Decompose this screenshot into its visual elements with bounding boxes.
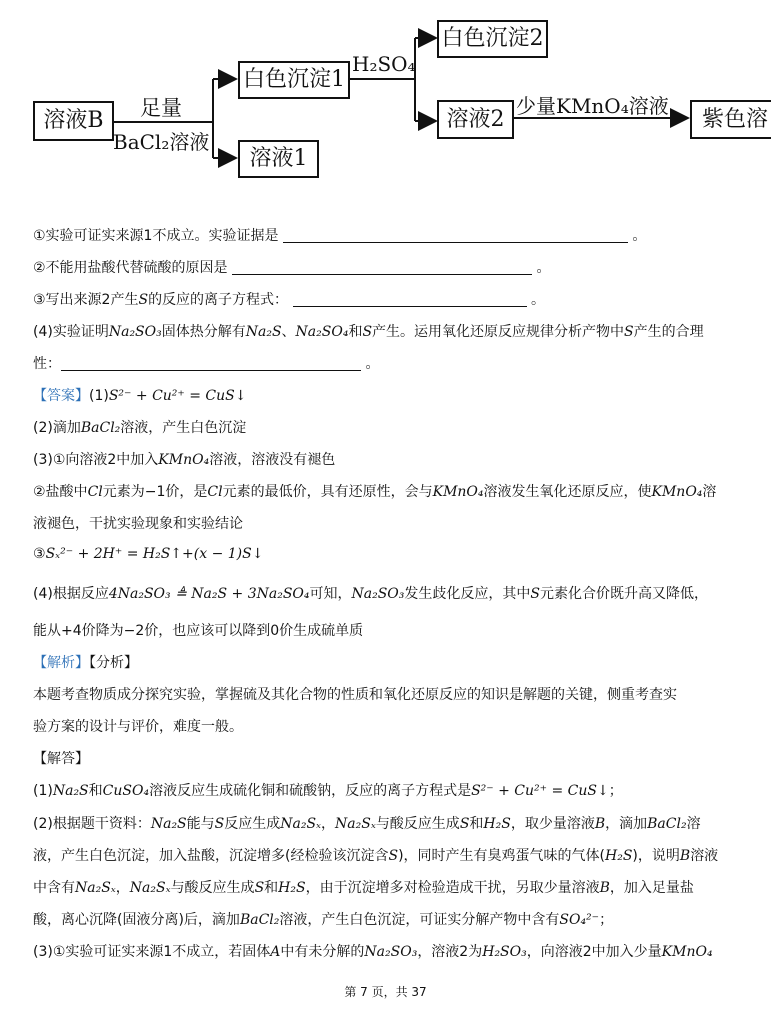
kmno4-label: 少量KMnO₄溶液 — [516, 94, 669, 118]
purple-solution-label: 紫色溶 — [702, 106, 769, 132]
white-precipitate-1-box — [238, 61, 350, 99]
excess-label: 足量 — [140, 96, 182, 120]
answer-3-2: ②盐酸中Cl元素为−1价，是Cl元素的最低价，具有还原性，会与KMnO₄溶液发生氧化还原反应，使KMnO₄溶 — [33, 484, 717, 500]
answer-4: (4)根据反应4Na₂SO₃ ≜ Na₂S + 3Na₂SO₄可知，Na₂SO₃发生歧化反应，其中S元素化合价既升高又降低， — [33, 586, 708, 602]
white-precipitate-2-label: 白色沉淀2 — [441, 26, 544, 51]
answer-3-2-line2: 液褪色，干扰实验现象和实验结论 — [33, 516, 243, 532]
page-footer: 第 7 页，共 37 — [344, 985, 427, 999]
purple-solution-box — [690, 100, 771, 139]
answer-blank[interactable] — [293, 292, 527, 307]
solution-2-box — [437, 100, 514, 139]
analysis-header: 【解析】【分析】 — [33, 655, 138, 671]
solution-2-label: 溶液2 — [446, 106, 505, 132]
analysis-tag: 【解析】 — [33, 655, 89, 671]
answer-4-line2: 能从+4价降为−2价，也应该可以降到0价生成硫单质 — [33, 623, 364, 639]
solution-b-label: 溶液B — [43, 108, 104, 133]
solution-header: 【解答】 — [33, 751, 89, 767]
solution-1: (1)Na₂S和CuSO₄溶液反应生成硫化铜和硫酸钠，反应的离子方程式是S²⁻ + Cu²⁺ = CuS↓； — [33, 783, 623, 799]
answer-3-3: ③Sₓ²⁻ + 2H⁺ = H₂S↑+(x − 1)S↓ — [33, 546, 264, 562]
answer-1: 【答案】(1)S²⁻ + Cu²⁺ = CuS↓ — [33, 388, 247, 404]
h2so4-label: H₂SO₄ — [352, 52, 416, 76]
solution-b-box — [33, 101, 114, 141]
answer-tag: 【答案】 — [33, 388, 89, 404]
answer-blank[interactable] — [283, 228, 628, 243]
question-3-3: ③写出来源2产生S的反应的离子方程式： 。 — [33, 292, 545, 308]
answer-3-1: (3)①向溶液2中加入KMnO₄溶液，溶液没有褪色 — [33, 452, 336, 468]
answer-2: (2)滴加BaCl₂溶液，产生白色沉淀 — [33, 420, 247, 436]
question-3-2: ②不能用盐酸代替硫酸的原因是 。 — [33, 260, 551, 276]
question-4: (4)实验证明Na₂SO₃固体热分解有Na₂S、Na₂SO₄和S产生。运用氧化还原反应规律分析产物中S产生的合理 — [33, 324, 704, 340]
solution-2-line2: 液，产生白色沉淀，加入盐酸，沉淀增多(经检验该沉淀含S)，同时产生有臭鸡蛋气味的气体(H₂S)，说明B溶液 — [33, 848, 719, 864]
solution-2-line4: 酸，离心沉降(固液分离)后，滴加BaCl₂溶液，产生白色沉淀，可证实分解产物中含有SO₄²⁻； — [33, 912, 614, 928]
solution-2-line1: (2)根据题干资料：Na₂S能与S反应生成Na₂Sₓ，Na₂Sₓ与酸反应生成S和H₂S，取少量溶液B，滴加BaCl₂溶 — [33, 816, 701, 832]
solution-1-box — [238, 140, 319, 178]
solution-1-label: 溶液1 — [249, 146, 308, 171]
answer-blank[interactable] — [61, 356, 361, 371]
solution-3-line1: (3)①实验可证实来源1不成立，若固体A中有未分解的Na₂SO₃，溶液2为H₂SO₃，向溶液2中加入少量KMnO₄ — [33, 944, 713, 960]
question-3-1: ①实验可证实来源1不成立。实验证据是 。 — [33, 228, 647, 244]
solution-2-line3: 中含有Na₂Sₓ，Na₂Sₓ与酸反应生成S和H₂S，由于沉淀增多对检验造成干扰，另取少量溶液B，加入足量盐 — [33, 880, 694, 896]
answer-blank[interactable] — [232, 260, 532, 275]
analysis-para-1: 本题考查物质成分探究实验，掌握硫及其化合物的性质和氧化还原反应的知识是解题的关键，侧重考查实 — [33, 687, 677, 703]
white-precipitate-2-box — [437, 20, 548, 58]
bacl2-label: BaCl₂溶液 — [113, 130, 210, 154]
question-4-line2: 性： 。 — [33, 356, 380, 372]
white-precipitate-1-label: 白色沉淀1 — [243, 67, 345, 92]
analysis-para-2: 验方案的设计与评价，难度一般。 — [33, 719, 243, 735]
